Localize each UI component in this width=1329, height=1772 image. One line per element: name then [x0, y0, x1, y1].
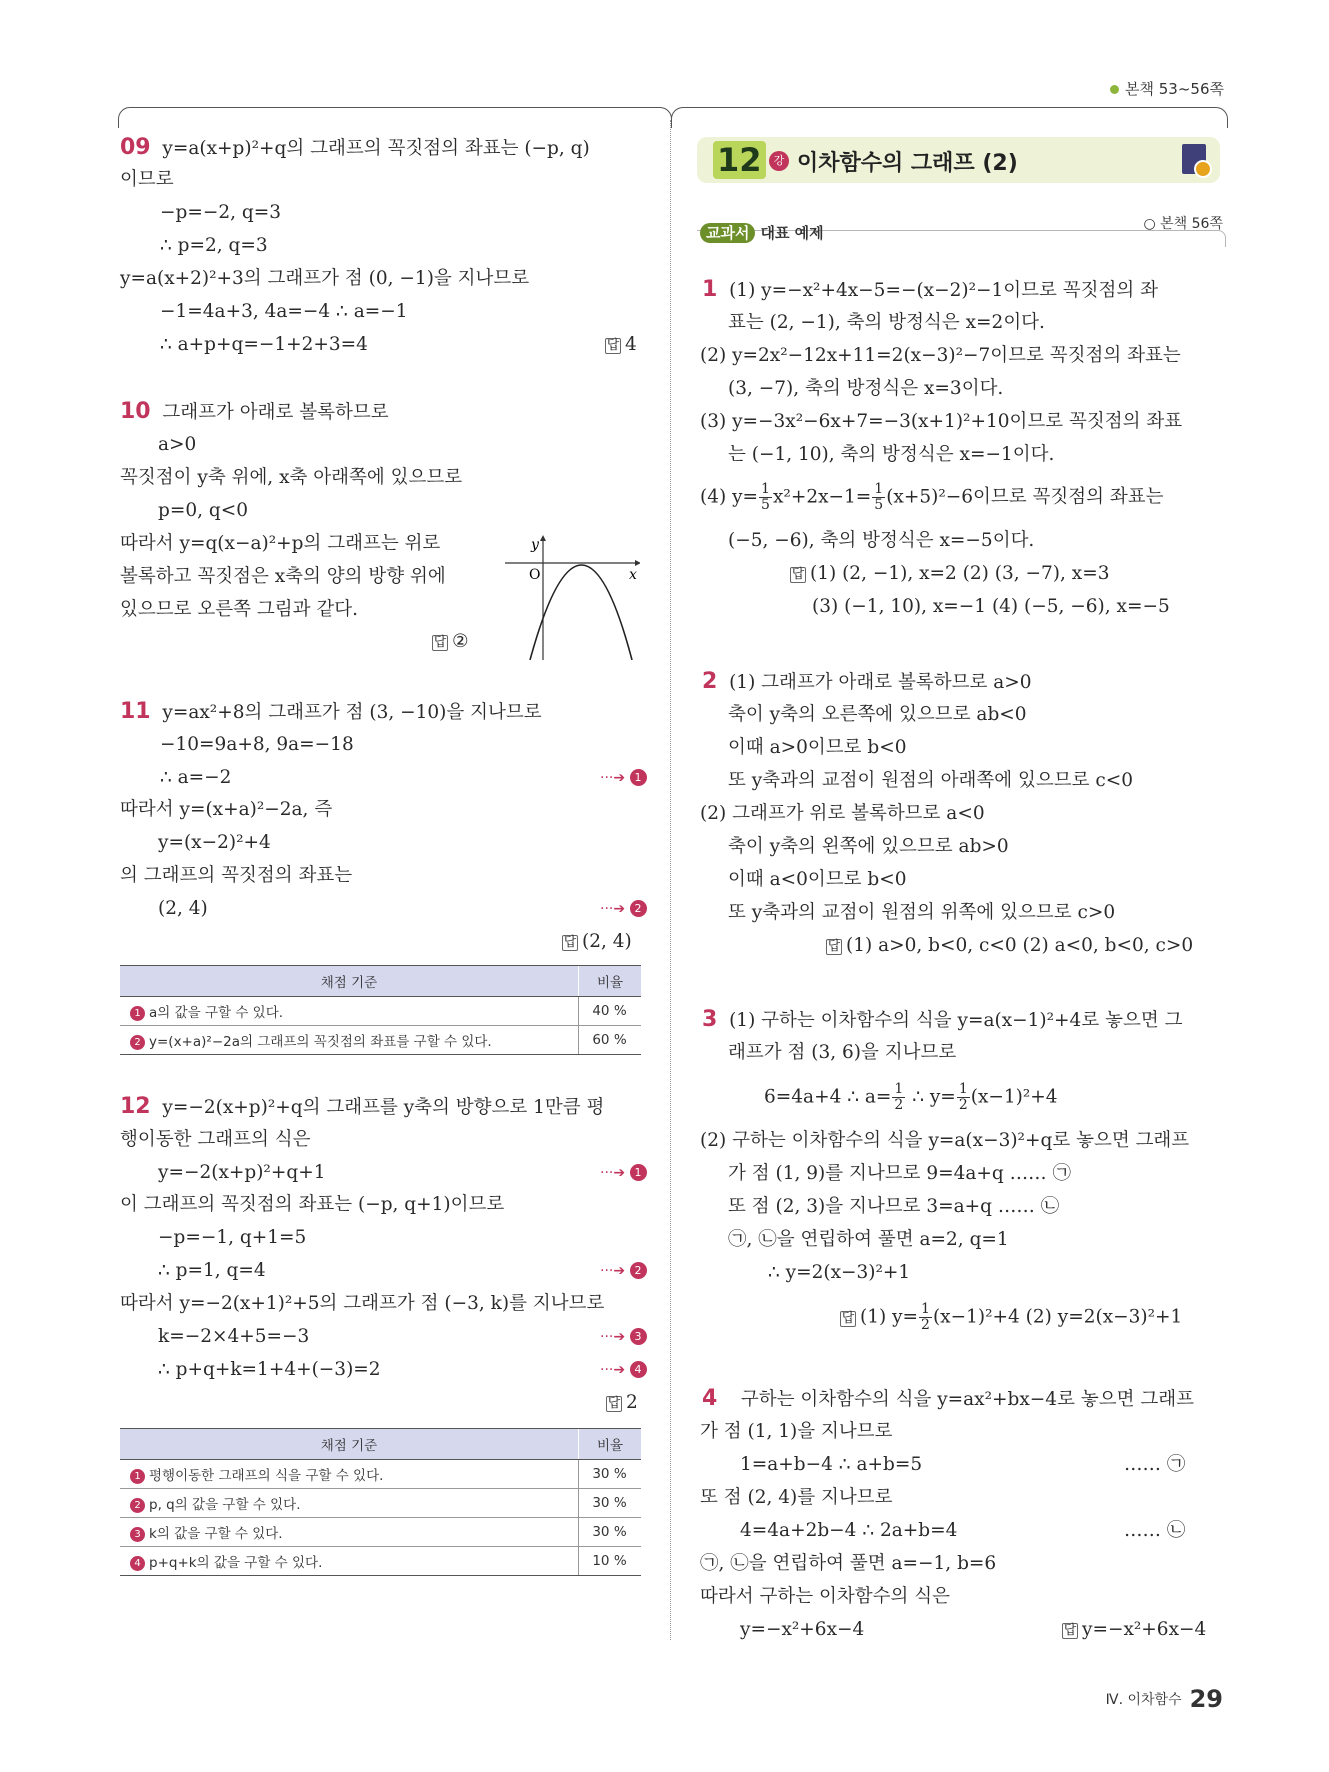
x-axis-arrow-icon: [635, 560, 640, 566]
footer-chapter: Ⅳ. 이차함수: [1105, 1692, 1182, 1708]
p12-answer: [606, 1391, 638, 1415]
header-page-ref: [1110, 78, 1224, 99]
fraction: [759, 482, 772, 513]
q3-text3a: 6=4a+4 ∴ a=: [764, 1086, 892, 1108]
p12-text5: −p=−1, q+1=5: [158, 1227, 307, 1248]
lesson-gang-badge: 강: [769, 151, 789, 171]
p10-text2: a>0: [158, 434, 197, 455]
rubric-header: 채점 기준: [120, 966, 579, 997]
rubric-header: 채점 기준: [120, 1429, 579, 1460]
step-marker-3: ···➔ 3: [600, 1325, 647, 1349]
p09-text1: y=a(x+p)²+q의 그래프의 꼭짓점의 좌표는 (−p, q): [162, 138, 590, 159]
q2-text2: 축이 y축의 오른쪽에 있으므로 ab<0: [728, 704, 1027, 725]
x-axis-label: x: [629, 567, 637, 583]
q4-text1: 구하는 이차함수의 식을 y=ax²+bx−4로 놓으면 그래프: [740, 1389, 1194, 1410]
p12-text2: 행이동한 그래프의 식은: [120, 1129, 311, 1150]
q3-text1: (1) 구하는 이차함수의 식을 y=a(x−1)²+4로 놓으면 그: [729, 1010, 1183, 1031]
p10-answer: [432, 630, 469, 654]
p11-text2: −10=9a+8, 9a=−18: [160, 734, 354, 755]
q4-text6: ㉠, ㉡을 연립하여 풀면 a=−1, b=6: [700, 1553, 997, 1574]
step-marker-2: ···➔ 2: [600, 1259, 647, 1283]
answer-box-icon: 답: [791, 567, 805, 582]
p10-text4: p=0, q<0: [158, 500, 248, 521]
answer-value: 4: [625, 334, 637, 355]
rubric-row: [120, 997, 579, 1026]
answer-box-icon: 답: [841, 1310, 855, 1326]
problem-number: 2: [702, 669, 718, 694]
rubric-rate: 30 %: [579, 1489, 642, 1518]
rubric-row: [120, 1518, 579, 1547]
answer-value-a: (1) y=: [860, 1306, 919, 1328]
q3-text8: ∴ y=2(x−3)²+1: [768, 1262, 911, 1283]
q3-text3: [764, 1082, 1058, 1113]
q3-text3c: (x−1)²+4: [970, 1086, 1058, 1108]
q4-text5: 4=4a+2b−4 ∴ 2a+b=4: [740, 1520, 958, 1541]
p12-text3: y=−2(x+p)²+q+1: [158, 1162, 326, 1183]
book-clock-icon: [1182, 144, 1206, 174]
q1-text6: 는 (−1, 10), 축의 방정식은 x=−1이다.: [728, 444, 1055, 465]
answer-value: y=−x²+6x−4: [1082, 1619, 1207, 1640]
p09-text6: −1=4a+3, 4a=−4 ∴ a=−1: [160, 301, 408, 322]
answer-box-icon: 답: [563, 935, 577, 950]
right-frame: [671, 107, 1228, 128]
p10-text6: 볼록하고 꼭짓점은 x축의 양의 방향 위에: [120, 566, 446, 587]
textbook-tag: [700, 222, 824, 243]
p09-text7: ∴ a+p+q=−1+2+3=4: [160, 334, 368, 355]
q2-answer: [826, 934, 1193, 958]
p09-text4: ∴ p=2, q=3: [160, 235, 268, 256]
p10-text3: 꼭짓점이 y축 위에, x축 아래쪽에 있으므로: [120, 467, 463, 488]
q2-text7: 이때 a<0이므로 b<0: [728, 869, 907, 890]
q1-text5: (3) y=−3x²−6x+7=−3(x+1)²+10이므로 꼭짓점의 좌표: [700, 411, 1183, 432]
q4-text2: 가 점 (1, 1)을 지나므로: [700, 1421, 893, 1442]
p12-text9: ∴ p+q+k=1+4+(−3)=2: [158, 1359, 381, 1380]
p12-text8: k=−2×4+5=−3: [158, 1326, 310, 1347]
q4-mark1: …… ㉠: [1124, 1454, 1186, 1475]
p11-line1: [120, 700, 542, 725]
step-circle: 2: [130, 1035, 145, 1050]
rubric-text: p+q+k의 값을 구할 수 있다.: [149, 1555, 323, 1571]
answer-value: 2: [626, 1392, 638, 1413]
q1-text7c: (x+5)²−6이므로 꼭짓점의 좌표는: [886, 486, 1164, 508]
p12-text1: y=−2(x+p)²+q의 그래프를 y축의 방향으로 1만큼 평: [162, 1097, 605, 1118]
step-circle: 1: [130, 1469, 145, 1484]
answer-value: (2, 4): [582, 931, 632, 952]
p09-text2: 이므로: [120, 169, 174, 190]
q2-text4: 또 y축과의 교점이 원점의 아래쪽에 있으므로 c<0: [728, 770, 1134, 791]
problem-number: 12: [120, 1094, 151, 1119]
q4-line1: [702, 1387, 1194, 1412]
rubric-rate-header: 비율: [579, 1429, 642, 1460]
q1-text7: [700, 482, 1164, 513]
step-marker-1: ···➔ 1: [600, 1161, 647, 1185]
answer-value: (1) a>0, b<0, c<0 (2) a<0, b<0, c>0: [846, 935, 1194, 956]
fraction: [919, 1302, 932, 1333]
header-ref-text: 본책 53~56쪽: [1125, 80, 1224, 98]
p11-text5: y=(x−2)²+4: [158, 832, 271, 853]
p11-text6: 의 그래프의 꼭짓점의 좌표는: [120, 865, 353, 886]
q4-text4: 또 점 (2, 4)를 지나므로: [700, 1487, 893, 1508]
q1-text3: (2) y=2x²−12x+11=2(x−3)²−7이므로 꼭짓점의 좌표는: [700, 345, 1181, 366]
frac-top: 1: [874, 481, 884, 497]
page-number: 29: [1189, 1685, 1223, 1713]
column-divider: [670, 120, 671, 1640]
step-circle: 2: [130, 1498, 145, 1513]
p12-text7: 따라서 y=−2(x+1)²+5의 그래프가 점 (−3, k)를 지나므로: [120, 1293, 605, 1314]
answer-box-icon: 답: [606, 338, 620, 353]
answer-value-b: (x−1)²+4 (2) y=2(x−3)²+1: [932, 1306, 1183, 1328]
q4-text8: y=−x²+6x−4: [740, 1619, 865, 1640]
step-marker-4: ···➔ 4: [600, 1358, 647, 1382]
problem-number: 1: [702, 277, 718, 302]
frac-top: 1: [761, 481, 770, 497]
answer-box-icon: 답: [433, 635, 447, 650]
left-frame: [118, 107, 672, 128]
problem-number: 4: [702, 1386, 718, 1411]
fraction: [957, 1082, 970, 1113]
q2-text1: (1) 그래프가 아래로 볼록하므로 a>0: [729, 672, 1032, 693]
y-axis-label: y: [531, 537, 539, 553]
q2-text3: 이때 a>0이므로 b<0: [728, 737, 907, 758]
answer-box-icon: 답: [827, 939, 841, 954]
q1-text1: (1) y=−x²+4x−5=−(x−2)²−1이므로 꼭짓점의 좌: [729, 280, 1159, 301]
q3-text2: 래프가 점 (3, 6)을 지나므로: [728, 1042, 957, 1063]
p10-text5: 따라서 y=q(x−a)²+p의 그래프는 위로: [120, 533, 441, 554]
rubric-text: 평행이동한 그래프의 식을 구할 수 있다.: [149, 1468, 384, 1484]
q1-text7a: (4) y=: [700, 486, 759, 508]
p11-text4: 따라서 y=(x+a)²−2a, 즉: [120, 799, 333, 820]
p09-line1: [120, 136, 590, 161]
q1-line1: [702, 278, 1158, 303]
rubric-text: y=(x+a)²−2a의 그래프의 꼭짓점의 좌표를 구할 수 있다.: [149, 1034, 492, 1050]
q2-text8: 또 y축과의 교점이 원점의 위쪽에 있으므로 c>0: [728, 902, 1116, 923]
q3-text6: 또 점 (2, 3)을 지나므로 3=a+q …… ㉡: [728, 1196, 1060, 1217]
p11-text7: (2, 4): [158, 898, 208, 919]
fraction: [892, 1082, 905, 1113]
rubric-text: a의 값을 구할 수 있다.: [149, 1005, 284, 1021]
p11-rubric-table: [120, 965, 641, 1055]
q4-text3: 1=a+b−4 ∴ a+b=5: [740, 1454, 923, 1475]
rubric-row: [120, 1547, 579, 1576]
problem-number: 3: [702, 1007, 718, 1032]
rubric-rate: 40 %: [579, 997, 642, 1026]
frac-bottom: 5: [874, 497, 884, 513]
page-footer: [1106, 1685, 1223, 1713]
q1-answer2: (3) (−1, 10), x=−1 (4) (−5, −6), x=−5: [812, 596, 1170, 617]
origin-label: O: [529, 567, 541, 583]
q2-line1: [702, 670, 1032, 695]
p10-line1: [120, 400, 389, 425]
problem-number: 11: [120, 699, 151, 724]
textbook-ref: ○ 본책 56쪽: [1143, 216, 1223, 232]
q2-text5: (2) 그래프가 위로 볼록하므로 a<0: [700, 803, 985, 824]
p10-text7: 있으므로 오른쪽 그림과 같다.: [120, 599, 358, 620]
textbook-ref-text: 본책 56쪽: [1160, 216, 1223, 232]
bullet-dot-icon: [1110, 85, 1119, 94]
rubric-row: [120, 1460, 579, 1489]
frac-top: 1: [894, 1081, 904, 1097]
frac-top: 1: [921, 1301, 930, 1317]
rubric-row: [120, 1026, 579, 1055]
fraction: [872, 482, 885, 513]
step-marker-2: ···➔ 2: [600, 897, 647, 921]
rubric-row: [120, 1489, 579, 1518]
p12-line1: [120, 1095, 604, 1120]
problem-number: 10: [120, 399, 151, 424]
q1-answer1: [790, 562, 1109, 586]
answer-box-icon: 답: [607, 1396, 621, 1411]
q1-text7b: x²+2x−1=: [772, 486, 872, 508]
q4-answer: [1062, 1618, 1206, 1642]
lesson-banner: [697, 137, 1220, 183]
p12-text4: 이 그래프의 꼭짓점의 좌표는 (−p, q+1)이므로: [120, 1194, 505, 1215]
q3-text3b: ∴ y=: [906, 1086, 956, 1108]
textbook-label: 대표 예제: [760, 224, 824, 242]
y-axis-arrow-icon: [540, 535, 546, 541]
q2-text6: 축이 y축의 왼쪽에 있으므로 ab>0: [728, 836, 1009, 857]
p11-answer: [562, 930, 632, 954]
q3-text5: 가 점 (1, 9)를 지나므로 9=4a+q …… ㉠: [728, 1163, 1072, 1184]
q3-answer: [840, 1302, 1182, 1333]
p09-answer: [605, 333, 637, 357]
rubric-rate: 30 %: [579, 1518, 642, 1547]
frac-bottom: 2: [958, 1097, 968, 1113]
p10-text1: 그래프가 아래로 볼록하므로: [162, 402, 389, 423]
p09-text5: y=a(x+2)²+3의 그래프가 점 (0, −1)을 지나므로: [120, 268, 530, 289]
frac-top: 1: [958, 1081, 968, 1097]
rubric-rate: 30 %: [579, 1460, 642, 1489]
frac-bottom: 2: [921, 1317, 930, 1333]
q3-line1: [702, 1008, 1182, 1033]
q3-text4: (2) 구하는 이차함수의 식을 y=a(x−3)²+q로 놓으면 그래프: [700, 1130, 1190, 1151]
lesson-number: 12: [713, 141, 766, 179]
rubric-text: p, q의 값을 구할 수 있다.: [149, 1497, 301, 1513]
lesson-title: 이차함수의 그래프 (2): [797, 151, 1018, 176]
rubric-rate-header: 비율: [579, 966, 642, 997]
frac-bottom: 2: [894, 1097, 904, 1113]
answer-box-icon: 답: [1063, 1623, 1077, 1638]
rubric-text: k의 값을 구할 수 있다.: [149, 1526, 283, 1542]
problem-number: 09: [120, 135, 151, 160]
q1-text2: 표는 (2, −1), 축의 방정식은 x=2이다.: [728, 312, 1045, 333]
p10-parabola-graph: [505, 535, 640, 660]
step-circle: 4: [130, 1556, 145, 1571]
p09-text3: −p=−2, q=3: [160, 202, 281, 223]
q1-text4: (3, −7), 축의 방정식은 x=3이다.: [728, 378, 1004, 399]
step-marker-1: ···➔ 1: [600, 766, 647, 790]
q1-text8: (−5, −6), 축의 방정식은 x=−5이다.: [728, 530, 1035, 551]
q4-text7: 따라서 구하는 이차함수의 식은: [700, 1586, 950, 1607]
parabola-curve: [530, 565, 632, 660]
q4-mark2: …… ㉡: [1124, 1520, 1186, 1541]
p12-rubric-table: [120, 1428, 641, 1576]
step-circle: 1: [130, 1006, 145, 1021]
rubric-rate: 60 %: [579, 1026, 642, 1055]
answer-value: ②: [452, 631, 469, 652]
answer-value: (1) (2, −1), x=2 (2) (3, −7), x=3: [810, 563, 1110, 584]
p11-text1: y=ax²+8의 그래프가 점 (3, −10)을 지나므로: [162, 702, 542, 723]
textbook-pill: 교과서: [700, 223, 755, 243]
rubric-rate: 10 %: [579, 1547, 642, 1576]
frac-bottom: 5: [761, 497, 770, 513]
q3-text7: ㉠, ㉡을 연립하여 풀면 a=2, q=1: [728, 1229, 1009, 1250]
p11-text3: ∴ a=−2: [160, 767, 232, 788]
step-circle: 3: [130, 1527, 145, 1542]
p12-text6: ∴ p=1, q=4: [158, 1260, 266, 1281]
